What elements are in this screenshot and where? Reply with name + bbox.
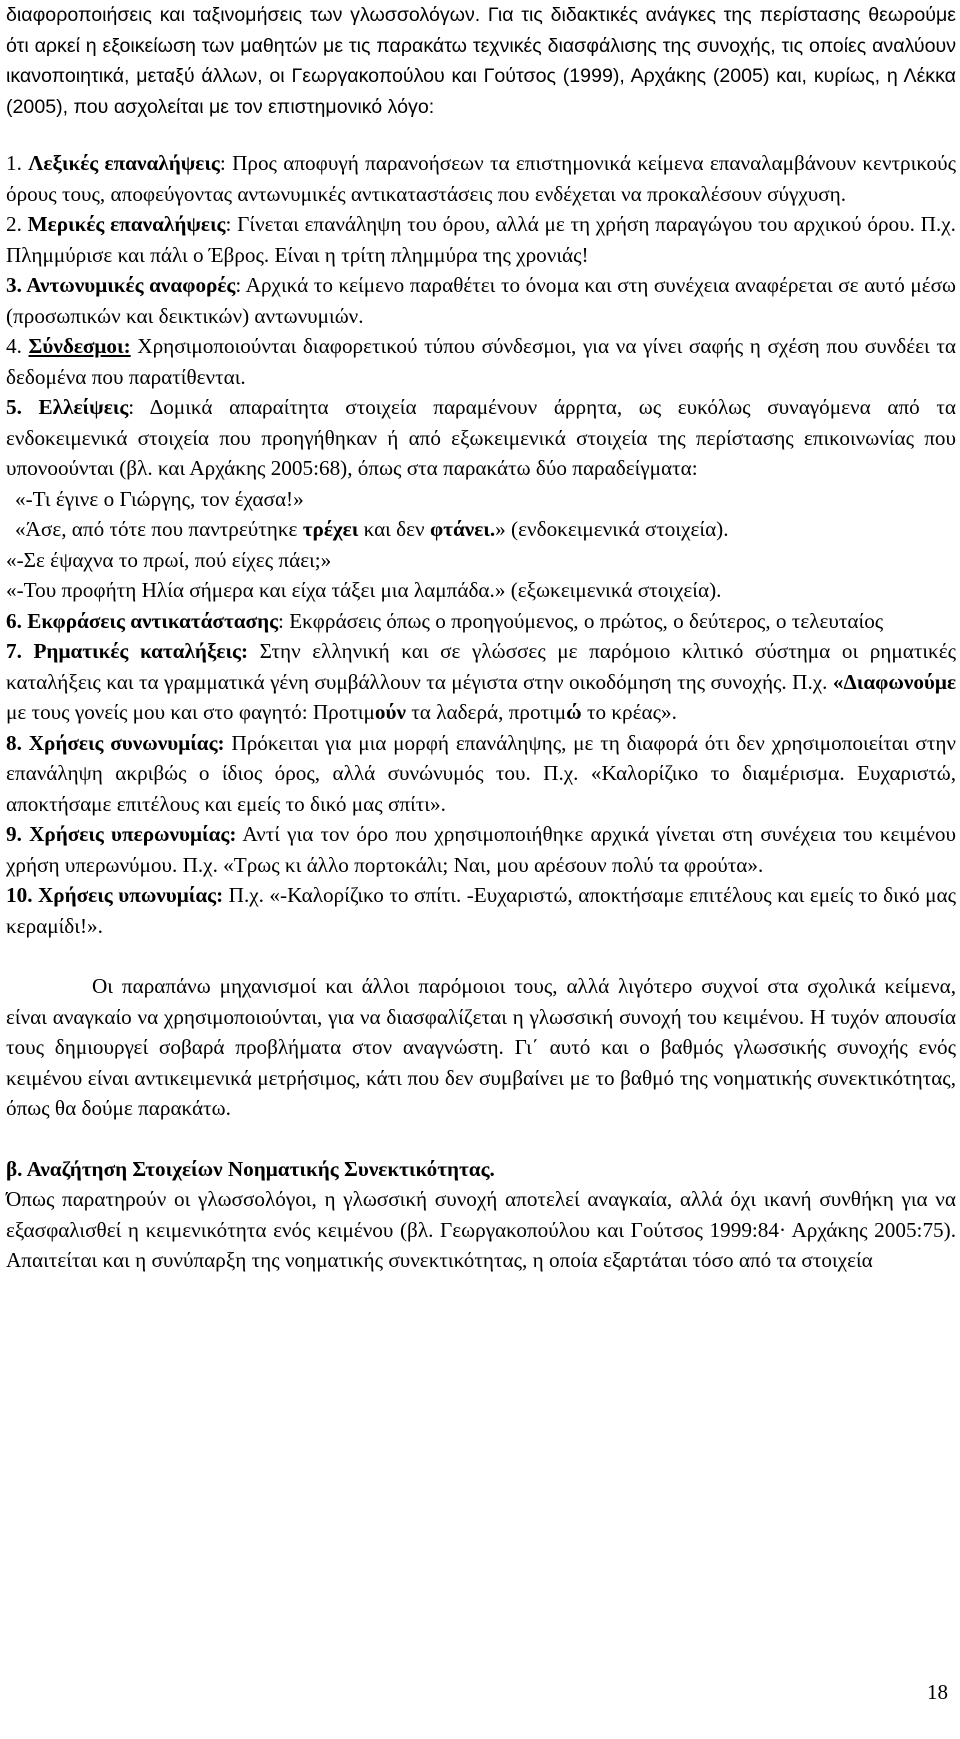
example-emphasis: «Διαφωνούμε	[832, 669, 956, 694]
quote-emphasis: φτάνει.	[429, 517, 496, 541]
quote-part: «Άσε, από τότε που παντρεύτηκε	[15, 517, 303, 541]
item-number: 4.	[6, 334, 29, 358]
item-term: Μερικές επαναλήψεις	[27, 212, 226, 236]
item-number: 2.	[6, 212, 28, 236]
item-number: 8.	[6, 730, 29, 755]
example-quote: «-Σε έψαχνα το πρωί, πού είχες πάει;»	[6, 547, 332, 572]
example-text: τα λαδερά, προτιμ	[405, 700, 567, 724]
list-item	[6, 819, 956, 880]
list-item	[6, 270, 956, 331]
item-term: Χρήσεις συνωνυμίας:	[28, 730, 225, 755]
spacer	[6, 941, 956, 971]
example-text: το κρέας».	[581, 700, 677, 724]
list-item	[6, 880, 956, 941]
list-item	[6, 392, 956, 484]
item-number: 1.	[6, 151, 29, 175]
page-number: 18	[927, 1680, 948, 1704]
list-item	[6, 331, 956, 392]
example-emphasis: ούν	[374, 700, 406, 724]
item-text: : Εκφράσεις όπως ο προηγούμενος, ο πρώτος, ο δεύτερος, ο τελευταίος	[278, 608, 884, 633]
item-number: 10.	[6, 883, 38, 907]
item-term: Λεξικές επαναλήψεις	[28, 151, 220, 175]
item-term: Εκφράσεις αντικατάστασης	[27, 608, 279, 633]
quote-emphasis: τρέχει	[302, 517, 359, 541]
item-text: Χρησιμοποιούνται διαφορετικού τύπου σύνδεσμοι, για να γίνει σαφής η σχέση που συνδέει τα δεδομένα που παρατίθενται.	[6, 334, 957, 389]
example-emphasis: ώ	[566, 700, 582, 724]
list-item	[6, 606, 956, 637]
item-number: 6.	[6, 608, 28, 633]
item-term: Ρηματικές καταλήξεις:	[33, 639, 249, 663]
section-body: Όπως παρατηρούν οι γλωσσολόγοι, η γλωσσική συνοχή αποτελεί αναγκαία, αλλά όχι ικανή συνθήκη για να εξασφαλισθεί η κειμενικότητα ενός κειμένου (βλ. Γεωργακοπούλου και Γούτσος 1999:84· Αρχάκης 2005:75). Απαιτείται και η συνύπαρξη της νοηματικής συνεκτικότητας, η οποία εξαρτάται τόσο από τα στοιχεία	[6, 1187, 956, 1272]
example-quote	[6, 514, 956, 545]
item-text: Στην ελληνική και σε γλώσσες με παρόμοιο κλιτικό σύστημα οι ρηματικές καταλήξεις και τα γραμματικά γένη συμβάλλουν τα μέγιστα στην οικοδόμηση της συνοχής. Π.χ.	[6, 639, 957, 694]
item-number: 3.	[6, 273, 27, 297]
list-item	[6, 209, 956, 270]
item-text: Αντί για τον όρο που χρησιμοποιήθηκε αρχικά γίνεται στη συνέχεια του κειμένου χρήση υπερωνύμου. Π.χ. «Τρως κι άλλο πορτοκάλι; Ναι, μου αρέσουν πολύ τα φρούτα».	[6, 822, 956, 877]
item-text: : Αρχικά το κείμενο παραθέτει το όνομα και στη συνέχεια αναφέρεται σε αυτό μέσω (προσωπικών και δεικτικών) αντωνυμιών.	[6, 273, 956, 328]
example-quote: «-Τι έγινε ο Γιώργης, τον έχασα!»	[15, 486, 304, 511]
document-page	[6, 0, 956, 1276]
list-item	[6, 148, 956, 209]
item-term: Χρήσεις υπερωνυμίας:	[29, 822, 237, 846]
closing-paragraph: Οι παραπάνω μηχανισμοί και άλλοι παρόμοιοι τους, αλλά λιγότερο συχνοί στα σχολικά κείμενα, είναι αναγκαίο να χρησιμοποιούνται, για να διασφαλίζεται η γλωσσική συνοχή του κειμένου. Η τυχόν απουσία τους δημιουργεί σοβαρά προβλήματα στον αναγνώστη. Γι΄ αυτό και ο βαθμός γλωσσικής συνοχής ενός κειμένου είναι αντικειμενικά μετρήσιμος, κάτι που δεν συμβαίνει με το βαθμό της νοηματικής συνεκτικότητας, όπως θα δούμε παρακάτω.	[6, 974, 956, 1120]
quote-part: και δεν	[358, 517, 430, 541]
item-number: 5.	[6, 395, 39, 419]
item-number: 7.	[6, 639, 34, 663]
section-heading	[6, 1154, 956, 1185]
spacer	[6, 122, 956, 148]
section-heading-text: β. Αναζήτηση Στοιχείων Νοηματικής Συνεκτικότητας.	[6, 1156, 495, 1181]
item-text: : Προς αποφυγή παρανοήσεων τα επιστημονικά κείμενα επαναλαμβάνουν κεντρικούς όρους τους, αποφεύγοντας αντωνυμικές αντικαταστάσεις που ενδέχεται να προκαλέσουν σύγχυση.	[6, 151, 956, 206]
example-text: με τους γονείς μου και στο φαγητό: Προτιμ	[6, 700, 375, 724]
item-text: Πρόκειται για μια μορφή επανάληψης, με τη διαφορά ότι δεν χρησιμοποιείται στην επανάληψη ακριβώς ο ίδιος όρος, αλλά συνώνυμός του. Π.χ. «Καλορίζικο το διαμέρισμα. Ευχαριστώ, αποκτήσαμε επιτέλους και εμείς το δικό μας σπίτι».	[6, 730, 957, 816]
intro-paragraph: διαφοροποιήσεις και ταξινομήσεις των γλωσσολόγων. Για τις διδακτικές ανάγκες της περίστασης θεωρούμε ότι αρκεί η εξοικείωση των μαθητών με τις παρακάτω τεχνικές διασφάλισης της συνοχής, τις οποίες αναλύουν ικανοποιητικά, μεταξύ άλλων, οι Γεωργακοπούλου και Γούτσος (1999), Αρχάκης (2005) και, κυρίως, η Λέκκα (2005), που ασχολείται με τον επιστημονικό λόγο:	[6, 4, 956, 118]
spacer	[6, 1124, 956, 1154]
item-text: : Δομικά απαραίτητα στοιχεία παραμένουν άρρητα, ως ευκόλως συναγόμενα από τα ενδοκειμενικά στοιχεία που προηγήθηκαν ή από εξωκειμενικά στοιχεία της περίστασης επικοινωνίας που υπονοούνται (βλ. και Αρχάκης 2005:68), όπως στα παρακάτω δύο παραδείγματα:	[6, 395, 956, 480]
item-text: Π.χ. «-Καλορίζικο το σπίτι. -Ευχαριστώ, αποκτήσαμε επιτέλους και εμείς το δικό μας κεραμίδι!».	[6, 883, 956, 938]
list-item	[6, 728, 956, 820]
item-text: : Γίνεται επανάληψη του όρου, αλλά με τη χρήση παραγώγου του αρχικού όρου. Π.χ. Πλημμύρισε και πάλι ο Έβρος. Είναι η τρίτη πλημμύρα της χρονιάς!	[6, 212, 956, 267]
item-number: 9.	[6, 822, 30, 846]
example-quote: «-Του προφήτη Ηλία σήμερα και είχα τάξει μια λαμπάδα.» (εξωκειμενικά στοιχεία).	[6, 578, 722, 602]
cohesion-techniques-list	[6, 148, 956, 941]
item-term: Αντωνυμικές αναφορές	[26, 273, 236, 297]
item-term: Χρήσεις υπωνυμίας:	[37, 883, 224, 907]
item-term: Σύνδεσμοι:	[28, 334, 131, 358]
quote-part: » (ενδοκειμενικά στοιχεία).	[495, 517, 729, 541]
list-item	[6, 636, 956, 728]
item-term: Ελλείψεις	[38, 395, 129, 419]
